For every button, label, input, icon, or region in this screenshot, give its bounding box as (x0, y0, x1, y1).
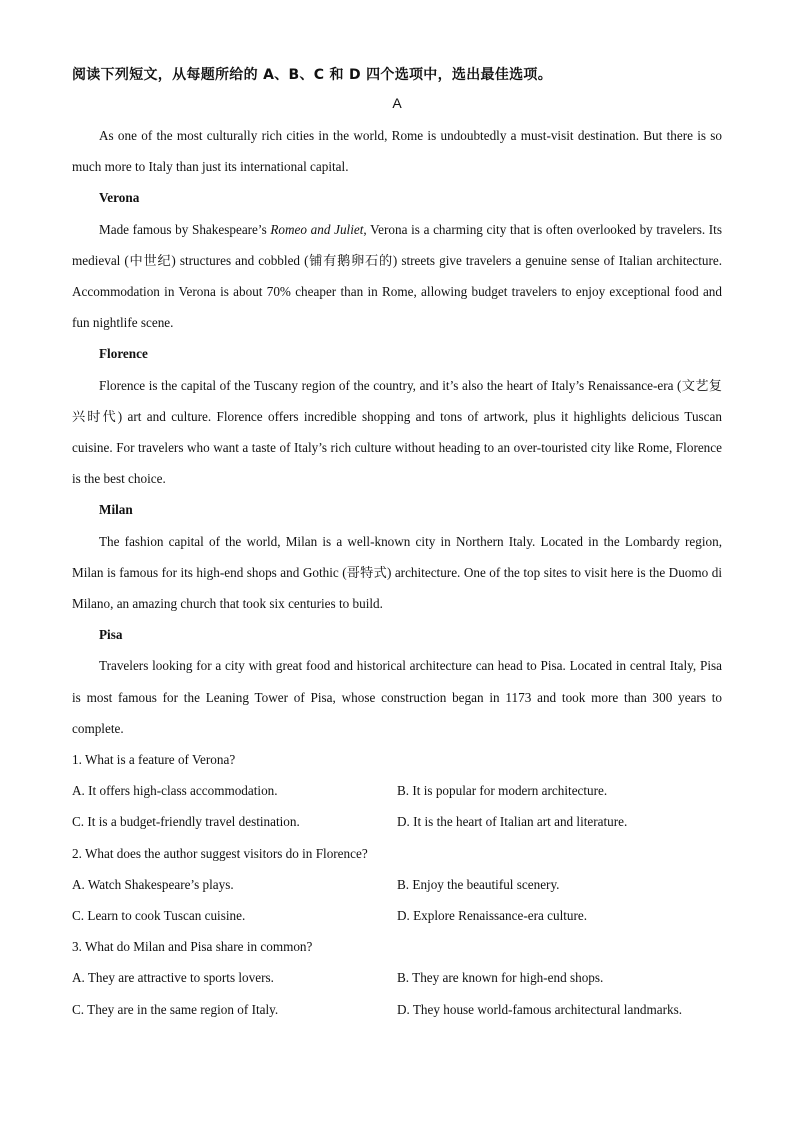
florence-paragraph: Florence is the capital of the Tuscany region of the country, and it’s also the heart of Italy’s Renaissance-era (文艺复兴时代) art and culture. Florence offers incredible shopping and tons of artwork, plus it highlights delicious Tuscan cuisine. For travelers who want a taste of Italy’s rich culture without heading to an over-touristed city like Rome, Florence is the best choice. (72, 377, 722, 487)
verona-text-before: Made famous by Shakespeare’s (99, 221, 271, 237)
milan-paragraph: The fashion capital of the world, Milan is a well-known city in Northern Italy. Located in the Lombardy region, Milan is famous for its high-end shops and Gothic (哥特式) architecture. One of the top sites to visit here is the Duomo di Milano, an amazing church that took six centuries to build. (72, 533, 722, 612)
option-c[interactable]: C. They are in the same region of Italy. (72, 1001, 279, 1017)
option-d[interactable]: D. It is the heart of Italian art and literature. (397, 814, 628, 830)
heading-milan: Milan (99, 502, 133, 518)
heading-verona: Verona (99, 190, 140, 206)
option-c[interactable]: C. Learn to cook Tuscan cuisine. (72, 908, 246, 924)
instruction-text: 阅读下列短文，从每题所给的 A、B、C 和 D 四个选项中，选出最佳选项。 (72, 67, 552, 83)
question-2 (72, 838, 722, 932)
heading-florence: Florence (99, 346, 148, 362)
heading-pisa: Pisa (99, 627, 123, 643)
question-options (72, 962, 722, 1024)
question-options (72, 869, 722, 931)
question-stem: 1. What is a feature of Verona? (72, 752, 236, 768)
document-page (72, 62, 722, 1025)
verona-title-italic: Romeo and Juliet (270, 221, 364, 237)
question-options (72, 775, 722, 837)
option-d[interactable]: D. They house world-famous architectural landmarks. (397, 1001, 683, 1017)
option-a[interactable]: A. They are attractive to sports lovers. (72, 970, 274, 986)
question-1 (72, 744, 722, 838)
verona-text-after: , Verona is a charming city that is often overlooked by travelers. Its medieval (中世纪) structures and cobbled (铺有鹅卵石的) streets give travelers a genuine sense of Italian architecture. Accommodation in Verona is about 70% cheaper than in Rome, allowing budget travelers to enjoy exceptional food and fun nightlife scene. (72, 221, 722, 331)
option-b[interactable]: B. They are known for high-end shops. (397, 970, 604, 986)
question-stem: 2. What does the author suggest visitors do in Florence? (72, 845, 368, 861)
question-stem: 3. What do Milan and Pisa share in common? (72, 939, 313, 955)
verona-paragraph (72, 214, 722, 339)
question-3 (72, 931, 722, 1025)
option-c[interactable]: C. It is a budget-friendly travel destination. (72, 814, 300, 830)
option-b[interactable]: B. It is popular for modern architecture. (397, 783, 608, 799)
option-d[interactable]: D. Explore Renaissance-era culture. (397, 908, 588, 924)
option-a[interactable]: A. Watch Shakespeare’s plays. (72, 876, 234, 892)
section-letter: A (392, 95, 402, 111)
option-a[interactable]: A. It offers high-class accommodation. (72, 783, 278, 799)
intro-paragraph: As one of the most culturally rich cities in the world, Rome is undoubtedly a must-visit destination. But there is so much more to Italy than just its international capital. (72, 128, 722, 175)
option-b[interactable]: B. Enjoy the beautiful scenery. (397, 876, 560, 892)
pisa-paragraph: Travelers looking for a city with great food and historical architecture can head to Pisa. Located in central Italy, Pisa is most famous for the Leaning Tower of Pisa, whose construction began in 1173 and took more than 300 years to complete. (72, 658, 722, 736)
